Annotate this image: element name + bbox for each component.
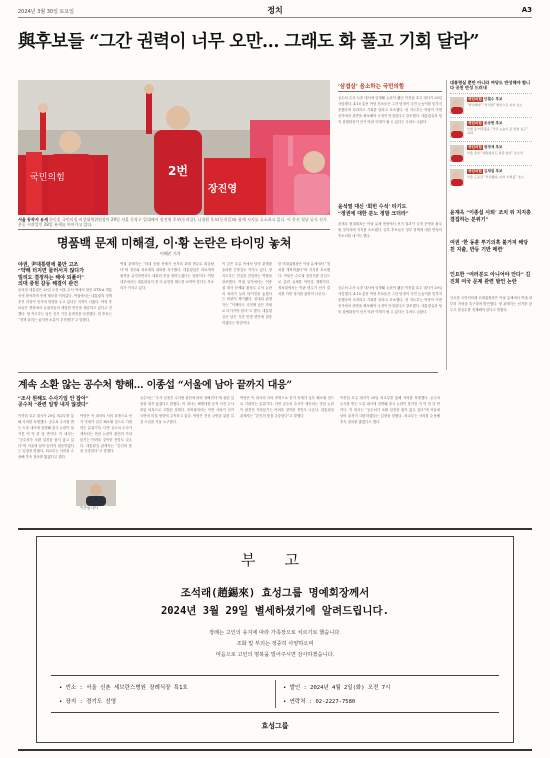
candidate-column-title: 대통령실 뿐만 아니라 여당도 반성해야 합니다 공천 반성 드러내 <box>450 80 531 90</box>
detail-procession: • 발인 : 2024년 4월 2일(화) 오전 7시 <box>283 685 391 691</box>
candidate-desc: 서울 도봉갑 “부족했다, 다시 기회를” 호소 <box>467 175 524 179</box>
portrait-caption: 이종섭 대사 <box>80 506 99 510</box>
obituary-note-3: 마음으로 고인의 명복을 빌어주시면 감사하겠습니다. <box>215 652 335 658</box>
detail-contact: • 연락처 : 02-2227-7580 <box>283 699 356 705</box>
page-header <box>18 5 532 18</box>
candidate-desc: 서울 용산 “대통령실도 잘못 있다” 쓴소리 <box>467 151 523 155</box>
banner-name: 장진영 <box>208 184 237 195</box>
divider <box>18 372 438 373</box>
side-body-4: 공수처 수사 도중 대사에 임명돼 논란이 됐던 이종섭 호주 대사가 29일 사임했다. 4·10 총선 여당 후보들은 그간 당정이 국민 눈높이를 맞추지 못했다며 사과하고 기회를 달라고 호소했다. 당 지도부는 여당이 이번 선거에서 과반을 확보해야 국정이 안정된다고 강조했다. 대통령실과 당의 불협화음이 선거 막판 악재가 될 수 있다는 우려도 나왔다. <box>338 286 442 314</box>
candidate-desc: 인천 동·미추홀을 “국민 눈높이 못 맞춰 송구” 사과 <box>467 127 528 136</box>
portrait-photo <box>76 480 116 506</box>
candidate-item <box>450 165 532 189</box>
obituary-line-2: 2024년 3월 29일 별세하셨기에 알려드립니다. <box>160 605 389 617</box>
candidate-name: 국민의힘 안철수 후보 <box>468 97 503 101</box>
side-head-2: 윤석열 대신 ‘회빈 수석’ 타기도 “정권에 대한 분노 정말 크더라” <box>338 204 409 217</box>
candidate-desc: “반성해야” “부적절” 발언으로 지지 호소 <box>467 103 523 107</box>
subheadline-2: 계속 소환 않는 공수처 향해… 이종섭 “서울에 남아 끝까지 대응” <box>18 380 292 391</box>
header-date: 2024년 3월 30일 토요일 <box>18 9 75 15</box>
candidate-item <box>450 93 532 117</box>
candidate-photo <box>450 97 464 114</box>
party-badge: 국민의힘 <box>468 121 482 125</box>
candidate-photo <box>450 169 464 186</box>
obituary-signature: 효성그룹 <box>261 722 289 730</box>
party-badge: 국민의힘 <box>468 145 482 149</box>
banner-party: 국민의힘 <box>30 173 65 183</box>
lower-body-col1: 이종섭 호주 대사가 29일 외교부를 통해 사의를 표명했다. 공수처 수사를 받는 도중 대사에 임명돼 출국 논란이 불거진 지 약 한 달 만이다. 이 대사는 “공수처가 소환 일정을 잡지 않고 있다”며 서울에 남아 끝까지 대응하겠다는 입장을 밝혔다. 외교부는 사의를 수용해 후속 절차를 밟겠다고 했다. <box>18 414 74 460</box>
candidate-photo <box>450 121 464 138</box>
candidate-column <box>450 80 532 189</box>
lower-kicker: “조사 원해도 수사기일 안 잡아” 공수처 “관련 일망 내지 않겠다” <box>18 396 89 409</box>
obituary-frame <box>36 536 514 743</box>
main-headline: 與후보들 “그간 권력이 너무 오만… 그래도 화 풀고 기회 달라” <box>18 32 479 52</box>
left-body-col3: 이 같은 흐름 속에서 당정 관계를 둘러싼 긴장감도 커지고 있다. 당 지도부는 민심을 전달하는 역할을 강조했다. 여권 일각에서는 이종섭 대사 문제와 황상무 수석 논란의 처리가 늦어 타이밍을 놓쳤다는 비판이 제기됐다. 선대위 관계자는 “이제라도 국민께 낮은 자세로 다가가야 한다”고 했다. 대통령실은 남은 기간 민생 현안에 집중하겠다는 방침이다. <box>222 262 272 326</box>
obituary-details <box>51 675 499 713</box>
divider <box>18 229 330 230</box>
banner-number: 2번 <box>168 164 188 178</box>
side-body-1: 공수처 수사 도중 대사에 임명돼 논란이 됐던 이종섭 호주 대사가 29일 사임했다. 4·10 총선 여당 후보들은 그간 당정이 국민 눈높이를 맞추지 못했다며 사과하고 기회를 달라고 호소했다. 당 지도부는 여당이 이번 선거에서 과반을 확보해야 국정이 안정된다고 강조했다. 대통령실과 당의 불협화음이 선거 막판 악재가 될 수 있다는 우려도 나왔다. <box>338 96 442 124</box>
candidate-name: 국민의힘 권영세 후보 <box>468 145 503 149</box>
lower-body-col3: 여당은 이 대사의 사의 표명으로 선거 악재가 일부 해소될 것으로 기대하는 분위기다. 다만 공수처 수사가 계속되는 만큼 논란이 완전히 가라앉기는 어려울 것이란 전망도 나온다. 대통령실 관계자는 “본인의 뜻을 존중한다”고 말했다. <box>240 396 334 418</box>
lower-body-col1b: 여당은 이 대사의 사의 표명으로 선거 악재가 일부 해소될 것으로 기대하는 분위기다. 다만 공수처 수사가 계속되는 만큼 논란이 완전히 가라앉기는 어려울 것이란 전망도 나온다. 대통령실 관계자는 “본인의 뜻을 존중한다”고 말했다. <box>80 414 132 454</box>
side-head-5: 인요한 “여러분도 아니어야 안다” 김진희 여국 문제 관련 발언 논란 <box>450 272 531 285</box>
lead-photo <box>18 80 330 215</box>
divider <box>338 91 442 92</box>
rally-photo-illustration <box>18 80 330 215</box>
byline-1: 이해준 기자 <box>160 251 181 256</box>
candidate-name: 국민의힘 윤상현 후보 <box>468 121 503 125</box>
lower-body-col4: 이종섭 호주 대사가 29일 외교부를 통해 사의를 표명했다. 공수처 수사를 받는 도중 대사에 임명돼 출국 논란이 불거진 지 약 한 달 만이다. 이 대사는 “공수처가 소환 일정을 잡지 않고 있다”며 서울에 남아 끝까지 대응하겠다는 입장을 밝혔다. 외교부는 사의를 수용해 후속 절차를 밟겠다고 했다. <box>340 396 440 424</box>
detail-burial: • 장지 : 경기도 선영 <box>59 699 117 705</box>
detail-venue: • 빈소 : 서울 신촌 세브란스병원 장례식장 특1호 <box>59 685 188 691</box>
section-title: 정치 <box>267 6 283 15</box>
left-kicker: 야권, 尹대통령에 불만 고조 “약해 터지면 물러서지 않다가 밀리도 결정하는 해야 되풀이” 의대 증원 갈등 해결이 관건 <box>18 262 85 288</box>
obituary-title: 부 고 <box>240 551 309 569</box>
side-column-title: ‘삼겹살’ 음소하는 국민의힘 <box>338 84 405 90</box>
subheadline-1: 명품백 문제 미해결, 이·황 논란은 타이밍 놓쳐 <box>56 236 292 250</box>
obituary-note-1: 장례는 고인의 유지에 따라 가족장으로 치르기로 했습니다. <box>209 630 341 636</box>
candidate-item <box>450 117 532 141</box>
side-body-3: 인요한 국민의미래 선대위원장은 이날 유세에서 여권 내부의 자성을 촉구하며 발언했다. 당 관계자는 선거를 앞두고 말실수를 경계해야 한다고 밝혔다. <box>450 296 532 312</box>
caption-text: 한동훈 국민의힘 비상대책위원장이 29일 서울 동작구 일대에서 장진영 후보(동작갑), 나경원 후보(동작을)와 함께 지지를 호소하고 있다. 이 총선 첫날 공식 선거운동 시작일인 28일 유세를 이어가고 있다. <box>18 217 327 227</box>
details-divider <box>275 680 276 708</box>
left-body-col2: 여권 관계자는 “의대 증원 문제가 선거의 최대 변수로 떠올랐다”며 정부와 의료계의 대화를 촉구했다. 대통령실은 의료개혁 원칙을 유지하면서도 대화의 문을 열어두겠다는 입장이다. 여당 내부에서는 대통령실이 좀 더 유연한 태도를 보여야 한다는 목소리가 커지고 있다. <box>120 262 214 290</box>
left-body-col4: 한 비대위원장은 이날 유세에서 “정치를 개혁하겠다”며 지지를 호소했다. 여당은 수도권 접전지를 중심으로 총력 유세를 이어갈 계획이다. 정치권에서는 막판 변수가 선거 결과를 가를 것이란 관측이 나온다. <box>278 262 330 296</box>
left-body-col1: 윤석열 대통령은 29일 오전 서울 수서 역에서 열린 GTX-A 개통식에 참석하며 민생 행보를 이어갔다. 여권에서는 대통령의 정책 추진 과정이 선거에 영향을 주고 있다는 지적이 나왔다. 여당 후보들은 현장에서 유권자들의 냉담한 반응을 체감하고 있다고 전했다. 당 지도부는 남은 선거 기간 총력전을 다짐했다. 한 후보는 “정책 취지는 좋지만 소통이 부족했다”고 말했다. <box>18 288 112 322</box>
caption-label: 서울 동작서 유세 <box>18 217 48 222</box>
candidate-photo <box>450 145 464 162</box>
obituary-note-2: 조화 및 부의는 정중히 사양하오며 <box>236 641 314 647</box>
candidate-name: 국민의힘 김재섭 후보 <box>468 169 503 173</box>
side-body-2: 윤재옥 원내대표는 이날 유세 현장에서 선거 결과가 국정 운영을 좌우할 것이라며 지지를 호소했다. 일부 후보들은 정부 정책에 대한 반성의 목소리를 내기도 했다. <box>338 222 442 238</box>
photo-caption <box>18 217 330 227</box>
obituary-ad <box>18 528 532 751</box>
obituary-line-1: 조석래(趙錫來) 효성그룹 명예회장께서 <box>180 587 370 599</box>
party-badge: 국민의힘 <box>468 169 482 173</box>
lower-body-col2: 공수처는 “수사 일정은 수사팀 판단에 따라 정해진다”며 관련 입장을 내지 않겠다고 밝혔다. 이 대사는 해병대원 순직 사건 수사 외압 의혹으로 고발된 상태다. 정치권에서는 이번 사퇴가 선거 국면에 미칠 영향에 주목하고 있다. 야당은 진상 규명을 위한 특검 도입을 거듭 요구했다. <box>140 396 234 424</box>
column-divider <box>446 80 447 370</box>
candidate-item <box>450 141 532 165</box>
side-head-3: 윤재옥 “이종섭 사퇴’ 조치 뒤 지지층 결집하는 분위기” <box>450 210 531 223</box>
side-head-4: 여권 ‘한 동훈 투기의혹 불거져 해당 친 지출, 반등 기반 메련’ <box>450 240 529 253</box>
party-badge: 국민의힘 <box>468 97 482 101</box>
page-number: A3 <box>521 6 532 14</box>
